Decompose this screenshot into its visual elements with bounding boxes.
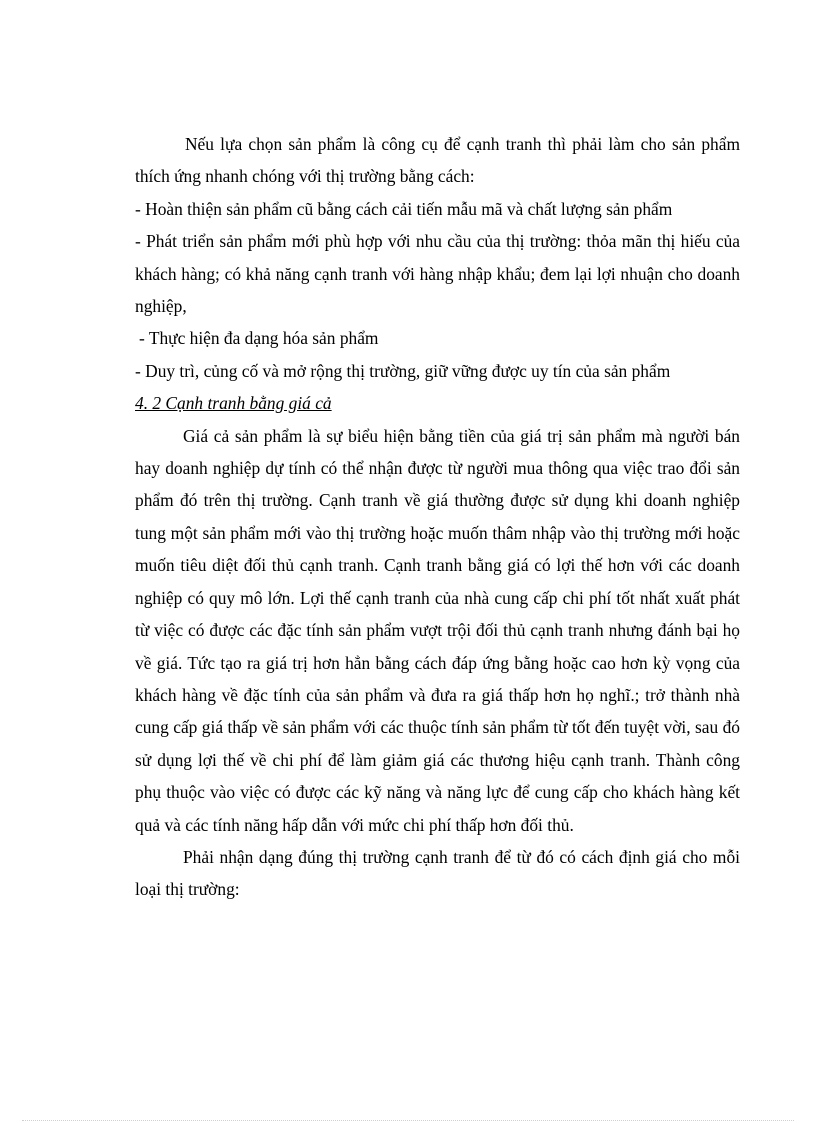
bullet-maintain-market: - Duy trì, củng cố và mở rộng thị trường, giữ vững được uy tín của sản phẩm: [135, 360, 671, 381]
bullet-develop-new-products: - Phát triển sản phẩm mới phù hợp với nhu cầu của thị trường: thỏa mãn thị hiếu của khách hàng; có khả năng cạnh tranh với hàng nhập khẩu; đem lại lợi nhuận cho doanh nghiệp,: [135, 231, 740, 317]
document-body: [135, 128, 740, 906]
section-heading: 4. 2 Cạnh tranh bằng giá cả: [135, 393, 332, 414]
bullet-improve-products: - Hoàn thiện sản phẩm cũ bằng cách cải tiến mẫu mã và chất lượng sản phẩm: [135, 198, 673, 219]
bullet-diversify-products: - Thực hiện đa dạng hóa sản phẩm: [139, 328, 379, 349]
intro-paragraph: Nếu lựa chọn sản phẩm là công cụ để cạnh tranh thì phải làm cho sản phẩm thích ứng nhanh chóng với thị trường bằng cách:: [135, 134, 740, 187]
page-bottom-dotted-rule: [22, 1120, 794, 1121]
price-competition-paragraph: Giá cả sản phẩm là sự biểu hiện bằng tiền của giá trị sản phẩm mà người bán hay doanh nghiệp dự tính có thể nhận được từ người mua thông qua việc trao đổi sản phẩm đó trên thị trường. Cạnh tranh về giá thường được sử dụng khi doanh nghiệp tung một sản phẩm mới vào thị trường hoặc muốn thâm nhập vào thị trường mới hoặc muốn tiêu diệt đối thủ cạnh tranh. Cạnh tranh bằng giá có lợi thế hơn với các doanh nghiệp có quy mô lớn. Lợi thế cạnh tranh của nhà cung cấp chi phí tốt nhất xuất phát từ việc có được các đặc tính sản phẩm vượt trội đối thủ cạnh tranh nhưng đánh bại họ về giá. Tức tạo ra giá trị hơn hẳn bằng cách đáp ứng bằng hoặc cao hơn kỳ vọng của khách hàng về đặc tính của sản phẩm và đưa ra giá thấp hơn họ nghĩ.; trở thành nhà cung cấp giá thấp về sản phẩm với các thuộc tính sản phẩm từ tốt đến tuyệt vời, sau đó sử dụng lợi thế về chi phí để làm giảm giá các thương hiệu cạnh tranh. Thành công phụ thuộc vào việc có được các kỹ năng và năng lực để cung cấp cho khách hàng kết quả và các tính năng hấp dẫn với mức chi phí thấp hơn đối thủ.: [135, 425, 740, 835]
closing-paragraph: Phải nhận dạng đúng thị trường cạnh tranh để từ đó có cách định giá cho mỗi loại thị trường:: [135, 846, 740, 900]
